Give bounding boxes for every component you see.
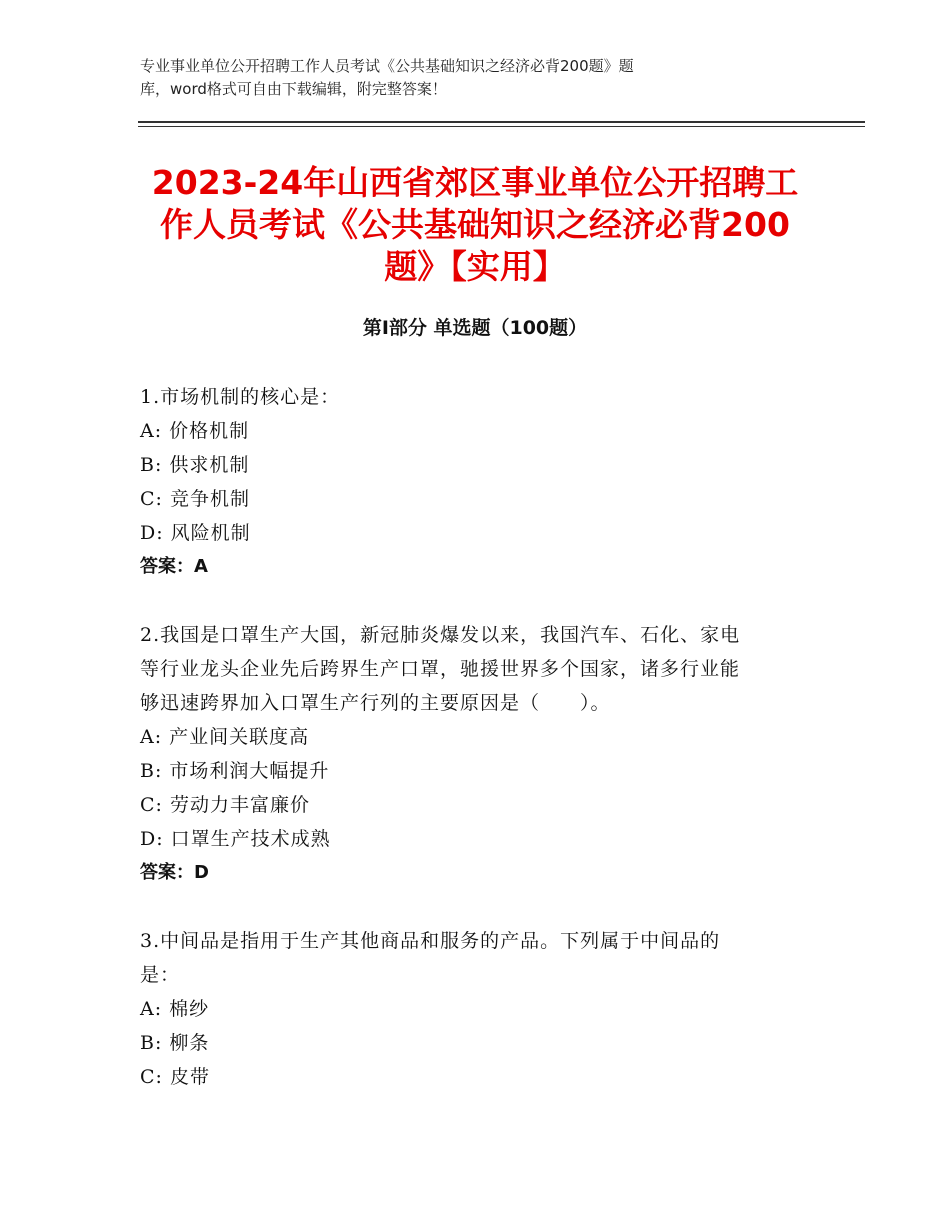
question-3-option-a: A: 棉纱: [140, 998, 210, 1020]
section-heading: 第Ⅰ部分 单选题（100题）: [362, 317, 588, 339]
question-3-option-c: C: 皮带: [140, 1066, 210, 1088]
header-divider-thick: [138, 121, 865, 123]
header-note-line-1: 专业事业单位公开招聘工作人员考试《公共基础知识之经济必背200题》题: [140, 57, 634, 75]
question-1-answer: 答案：A: [140, 556, 208, 577]
question-2-answer: 答案：D: [140, 862, 209, 883]
question-2-text-line-1: 2.我国是口罩生产大国，新冠肺炎爆发以来，我国汽车、石化、家电: [140, 624, 741, 646]
question-2: [140, 618, 820, 890]
document-title-line-2: 作人员考试《公共基础知识之经济必背200: [160, 205, 790, 244]
document-title-line-1: 2023-24年山西省郊区事业单位公开招聘工: [151, 163, 799, 202]
question-2-text-line-3: 够迅速跨界加入口罩生产行列的主要原因是（ ）。: [140, 692, 611, 714]
question-3-text-line-2: 是：: [140, 964, 181, 986]
header-note-line-2: 库，word格式可自由下载编辑，附完整答案！: [140, 80, 447, 98]
question-3-option-b: B: 柳条: [140, 1032, 210, 1054]
document-title: [138, 162, 812, 288]
question-1-text: 1.市场机制的核心是：: [140, 386, 341, 408]
question-1-option-a: A: 价格机制: [140, 420, 250, 442]
question-1-option-d: D: 风险机制: [140, 522, 251, 544]
question-1-option-c: C: 竞争机制: [140, 488, 250, 510]
question-2-option-b: B: 市场利润大幅提升: [140, 760, 330, 782]
question-2-option-a: A: 产业间关联度高: [140, 726, 310, 748]
question-3: [140, 924, 820, 1094]
question-list: [140, 380, 820, 1128]
question-3-text-line-1: 3.中间品是指用于生产其他商品和服务的产品。下列属于中间品的: [140, 930, 721, 952]
header-divider-thin: [138, 126, 865, 127]
question-2-option-d: D: 口罩生产技术成熟: [140, 828, 331, 850]
question-1-option-b: B: 供求机制: [140, 454, 250, 476]
question-2-option-c: C: 劳动力丰富廉价: [140, 794, 310, 816]
question-2-text-line-2: 等行业龙头企业先后跨界生产口罩，驰援世界多个国家，诸多行业能: [140, 658, 741, 680]
header-note: [140, 55, 780, 101]
question-1: [140, 380, 820, 584]
document-title-line-3: 题》【实用】: [384, 247, 566, 286]
